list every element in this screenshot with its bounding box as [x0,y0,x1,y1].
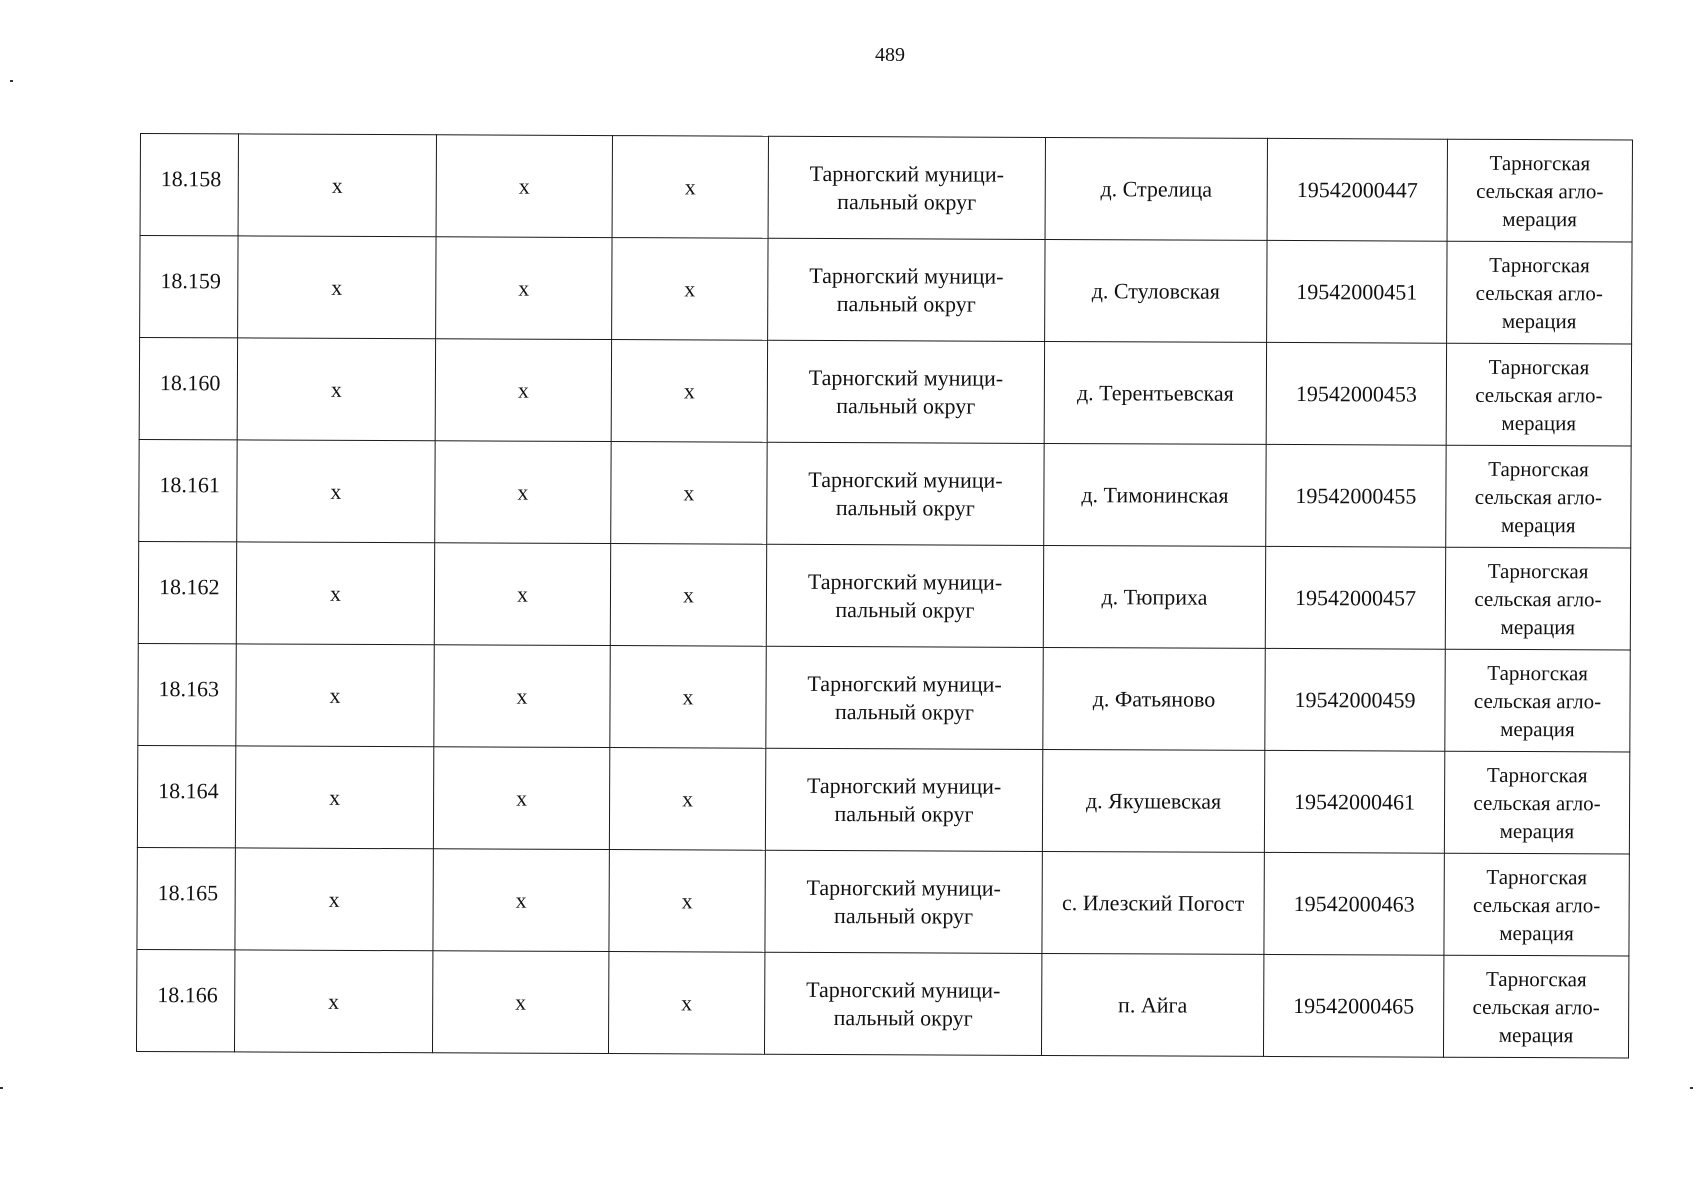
agglomeration-line-3: мерация [1500,614,1576,639]
district-line-1: Тарногский муници- [806,874,1001,901]
agglomeration-cell [1445,547,1630,650]
table-row [136,949,1628,1058]
table-row [137,745,1629,854]
settlement-cell: п. Айга [1041,953,1263,1056]
agglomeration-line-1: Тарногская [1485,966,1587,991]
agglomeration-line-3: мерация [1502,206,1577,231]
agglomeration-line-2: сельская агло- [1473,790,1601,815]
agglomeration-line-2: сельская агло- [1476,178,1604,203]
agglomeration-line-1: Тарногская [1488,456,1589,481]
settlement-cell: д. Стрелица [1045,137,1267,240]
district-line-1: Тарногский муници- [809,262,1004,289]
agglomeration-cell [1445,649,1630,752]
district-cell [764,952,1041,1055]
code-cell: 19542000463 [1264,852,1444,955]
agglomeration-line-2: сельская агло- [1472,994,1600,1019]
agglomeration-line-2: сельская агло- [1474,484,1603,509]
district-cell [766,646,1043,749]
agglomeration-cell [1444,751,1629,854]
agglomeration-line-3: мерация [1499,920,1574,945]
mark-cell: х [238,134,436,237]
code-cell: 19542000457 [1265,546,1445,649]
district-line-1: Тарногский муници- [806,772,1002,799]
table-row [139,338,1631,447]
district-line-1: Тарногский муници- [806,976,1001,1003]
district-line-2: пальный округ [835,596,975,623]
agglomeration-line-2: сельская агло- [1473,688,1602,713]
settlement-cell: д. Стуловская [1045,239,1267,342]
code-cell: 19542000461 [1264,750,1444,853]
row-number: 18.162 [158,573,220,599]
agglomeration-line-1: Тарногская [1488,354,1590,379]
district-cell [768,238,1045,341]
mark-cell: х [237,338,435,441]
mark-cell: х [238,236,436,339]
row-number: 18.166 [157,981,218,1007]
district-cell [766,544,1043,647]
scan-speck [1690,1087,1693,1089]
agglomeration-line-2: сельская агло- [1475,382,1603,407]
agglomeration-line-1: Тарногская [1487,660,1589,685]
page-number: 489 [875,44,905,66]
agglomeration-line-3: мерация [1501,410,1577,435]
agglomeration-line-1: Тарногская [1489,150,1591,175]
row-number: 18.160 [159,369,221,395]
row-number-cell [136,949,234,1051]
district-line-1: Тарногский муници- [807,670,1002,697]
row-number-cell [137,847,235,949]
table-row [138,643,1630,752]
agglomeration-cell [1446,343,1631,446]
agglomeration-cell [1447,241,1632,344]
district-line-2: пальный округ [834,800,974,827]
row-number-cell [139,338,237,440]
row-number: 18.161 [159,471,221,497]
mark-cell: х [236,644,434,747]
district-line-1: Тарногский муници- [809,160,1005,187]
agglomeration-line-1: Тарногская [1487,558,1589,583]
district-cell [765,748,1042,851]
district-line-2: пальный округ [833,1004,973,1031]
row-number: 18.164 [158,777,219,803]
mark-cell: х [236,542,434,645]
settlement-cell: д. Тимонинская [1044,443,1266,546]
mark-cell: х [610,646,766,749]
mark-cell: х [235,848,433,951]
table-row [137,847,1629,956]
agglomeration-line-1: Тарногская [1489,252,1590,277]
mark-cell: х [435,339,611,442]
district-line-1: Тарногский муници- [808,364,1004,391]
agglomeration-line-2: сельская агло- [1474,586,1602,611]
agglomeration-line-3: мерация [1499,818,1575,843]
table-body [136,134,1632,1059]
table-row [138,541,1630,650]
code-cell: 19542000453 [1266,342,1446,445]
agglomeration-line-2: сельская агло- [1472,892,1601,917]
mark-cell: х [433,747,609,850]
scan-speck [0,1087,3,1089]
row-number: 18.158 [160,165,222,191]
agglomeration-cell [1443,955,1628,1058]
mark-cell: х [235,746,433,849]
row-number-cell [138,643,236,745]
agglomeration-cell [1447,139,1632,242]
district-line-1: Тарногский муници- [807,568,1003,595]
row-number: 18.159 [160,267,221,293]
scan-speck [10,80,13,82]
row-number-cell [138,541,236,643]
district-line-2: пальный округ [836,290,976,317]
mark-cell: х [234,950,432,1053]
table-row [139,439,1631,548]
agglomeration-line-3: мерация [1500,716,1575,741]
table-row [140,236,1632,345]
agglomeration-line-3: мерация [1500,512,1576,537]
mark-cell: х [609,850,765,953]
mark-cell: х [611,340,767,443]
settlement-cell: с. Илезский Погост [1042,851,1264,954]
mark-cell: х [433,849,609,952]
row-number: 18.165 [157,879,219,905]
agglomeration-line-3: мерация [1501,308,1577,333]
district-line-2: пальный округ [834,698,975,725]
district-line-2: пальный округ [837,188,977,215]
agglomeration-cell [1444,853,1629,956]
district-cell [767,442,1044,545]
mark-cell: х [612,136,768,239]
agglomeration-line-1: Тарногская [1486,864,1588,889]
mark-cell: х [612,238,768,341]
mark-cell: х [434,645,610,748]
row-number-cell [140,236,238,338]
agglomeration-line-2: сельская агло- [1475,280,1603,305]
mark-cell: х [436,237,612,340]
row-number: 18.163 [158,675,220,701]
settlement-cell: д. Якушевская [1042,749,1264,852]
mark-cell: х [436,135,612,238]
district-line-2: пальный округ [834,902,974,929]
district-line-2: пальный округ [835,494,975,521]
district-cell [765,850,1042,953]
settlements-table [136,133,1633,1059]
row-number-cell [137,745,235,847]
table-row [140,134,1632,243]
row-number-cell [140,134,238,236]
mark-cell: х [611,442,767,545]
mark-cell: х [237,440,435,543]
mark-cell: х [608,952,764,1055]
district-line-2: пальный округ [836,392,976,419]
settlements-table-wrapper [136,133,1632,1059]
code-cell: 19542000455 [1266,444,1446,547]
district-cell [767,340,1044,443]
district-cell [768,136,1045,239]
mark-cell: х [434,543,610,646]
row-number-cell [139,439,237,541]
district-line-1: Тарногский муници- [808,466,1003,493]
settlement-cell: д. Тюприха [1043,545,1265,648]
code-cell: 19542000459 [1265,648,1445,751]
agglomeration-line-3: мерация [1498,1022,1574,1047]
code-cell: 19542000451 [1267,240,1447,343]
settlement-cell: д. Терентьевская [1044,341,1266,444]
agglomeration-line-1: Тарногская [1486,762,1588,787]
code-cell: 19542000447 [1267,138,1447,241]
mark-cell: х [432,951,608,1054]
mark-cell: х [609,748,765,851]
code-cell: 19542000465 [1263,954,1443,1057]
mark-cell: х [610,544,766,647]
settlement-cell: д. Фатьяново [1043,647,1265,750]
agglomeration-cell [1446,445,1631,548]
mark-cell: х [435,441,611,544]
